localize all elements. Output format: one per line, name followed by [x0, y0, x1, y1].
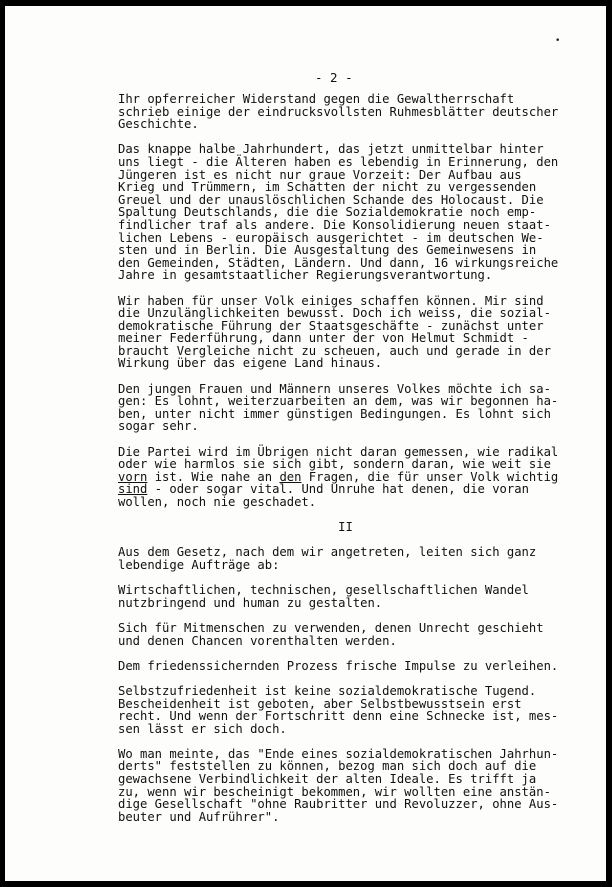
paragraph: [118, 143, 573, 282]
text-line: Selbstzufriedenheit ist keine sozialdemokratische Tugend.: [118, 683, 537, 698]
section-two: [118, 546, 573, 823]
paragraph: [118, 546, 573, 571]
paragraph: [118, 685, 573, 735]
paragraph: [118, 295, 573, 371]
text-line: Krieg und Trümmern, im Schatten der nicht zu vergessenden: [118, 180, 537, 195]
text-fragment: - oder sogar vital. Und Unruhe hat denen, die voran: [147, 482, 529, 497]
text-line: Spaltung Deutschlands, die die Sozialdemokratie noch emp-: [118, 205, 537, 220]
paragraph: [118, 660, 573, 673]
underlined-word: vorn: [118, 469, 148, 484]
text-line: sen lässt er sich doch.: [118, 721, 287, 736]
text-line: recht. Und wenn der Fortschritt denn eine Schnecke ist, mes-: [118, 709, 559, 724]
text-line: Jahre in gesamtstaatlicher Regierungsverantwortung.: [118, 268, 493, 283]
text-line: lichen Lebens - europäisch ausgerichtet - im deutschen We-: [118, 230, 544, 245]
text-line: Aus dem Gesetz, nach dem wir angetreten, leiten sich ganz: [118, 545, 537, 560]
text-line: Wirtschaftlichen, technischen, gesellschaftlichen Wandel: [118, 583, 529, 598]
paragraph: [118, 93, 573, 131]
text-line: die Unzulänglichkeiten bewusst. Doch ich weiss, die sozial-: [118, 306, 551, 321]
text-line: Wirkung über das eigene Land hinaus.: [118, 356, 383, 371]
text-fragment: Fragen, die für unser Volk wichtig: [301, 469, 559, 484]
text-line: beuter und Aufrührer".: [118, 809, 280, 824]
text-line: meiner Federführung, dann unter der von Helmut Schmidt -: [118, 331, 529, 346]
paragraph: [118, 446, 573, 509]
text-line: derts" feststellen zu können, bezog man sich doch auf die: [118, 759, 537, 774]
text-line: Bescheidenheit ist geboten, aber Selbstbewusstsein erst: [118, 696, 522, 711]
text-line: Jüngeren ist es nicht nur graue Vorzeit: Der Aufbau aus: [118, 167, 522, 182]
paragraph: [118, 748, 573, 824]
text-line: zu, wenn wir bescheinigt bekommen, wir wollten eine anstän-: [118, 784, 551, 799]
text-line: dige Gesellschaft "ohne Raubritter und Revoluzzer, ohne Aus-: [118, 797, 559, 812]
paragraph: [118, 383, 573, 433]
paragraph: [118, 584, 573, 609]
text-line: Die Partei wird im Übrigen nicht daran gemessen, wie radikal: [118, 444, 559, 459]
text-line: demokratische Führung der Staatsgeschäfte - zunächst unter: [118, 318, 544, 333]
text-line: gewachsene Verbindlichkeit der alten Ideale. Es trifft ja: [118, 772, 537, 787]
text-line: Das knappe halbe Jahrhundert, das jetzt unmittelbar hinter: [118, 142, 544, 157]
text-line: schrieb einige der eindrucksvollsten Ruhmesblätter deutscher: [118, 104, 559, 119]
body-text: [118, 93, 573, 836]
text-line: oder wie harmlos sie sich gibt, sondern daran, wie weit sie: [118, 457, 551, 472]
text-line: sogar sehr.: [118, 419, 199, 434]
text-line: Den jungen Frauen und Männern unseres Volkes möchte ich sa-: [118, 381, 551, 396]
text-line: sten und in Berlin. Die Ausgestaltung des Gemeinwesens in: [118, 243, 537, 258]
text-line: und denen Chancen vorenthalten werden.: [118, 633, 397, 648]
page-number: - 2 -: [315, 70, 353, 85]
text-line: braucht Vergleiche nicht zu scheuen, auch und gerade in der: [118, 343, 551, 358]
underlined-word: sind: [118, 482, 148, 497]
paragraph: [118, 622, 573, 647]
text-line: lebendige Aufträge ab:: [118, 557, 280, 572]
text-line: nutzbringend und human zu gestalten.: [118, 595, 383, 610]
text-line: findlicher traf als andere. Die Konsolidierung neuen staat-: [118, 217, 551, 232]
text-line: gen: Es lohnt, weiterzuarbeiten an dem, was wir begonnen ha-: [118, 394, 559, 409]
text-line: den Gemeinden, Städten, Ländern. Und dann, 16 wirkungsreiche: [118, 255, 559, 270]
text-line: wollen, noch nie geschadet.: [118, 495, 317, 509]
text-line: Wo man meinte, das "Ende eines sozialdemokratischen Jahrhun-: [118, 746, 559, 761]
text-line: Wir haben für unser Volk einiges schaffen können. Mir sind: [118, 293, 544, 308]
text-line: Ihr opferreicher Widerstand gegen die Gewaltherrschaft: [118, 92, 515, 106]
text-line: Dem friedenssichernden Prozess frische Impulse zu verleihen.: [118, 658, 559, 673]
text-line: Sich für Mitmenschen zu verwenden, denen Unrecht geschieht: [118, 620, 544, 635]
section-heading: II: [338, 520, 353, 535]
text-line: ben, unter nicht immer günstigen Bedingungen. Es lohnt sich: [118, 406, 551, 421]
underlined-word: den: [279, 469, 302, 484]
corner-mark: •: [555, 36, 561, 46]
document-page: [5, 6, 606, 881]
text-line: uns liegt - die Älteren haben es lebendig in Erinnerung, den: [118, 154, 559, 169]
section-one: [118, 93, 573, 433]
text-line: Geschichte.: [118, 117, 199, 132]
text-line: Greuel und der unauslöschlichen Schande des Holocaust. Die: [118, 192, 544, 207]
text-fragment: ist. Wie nahe an: [147, 469, 280, 484]
